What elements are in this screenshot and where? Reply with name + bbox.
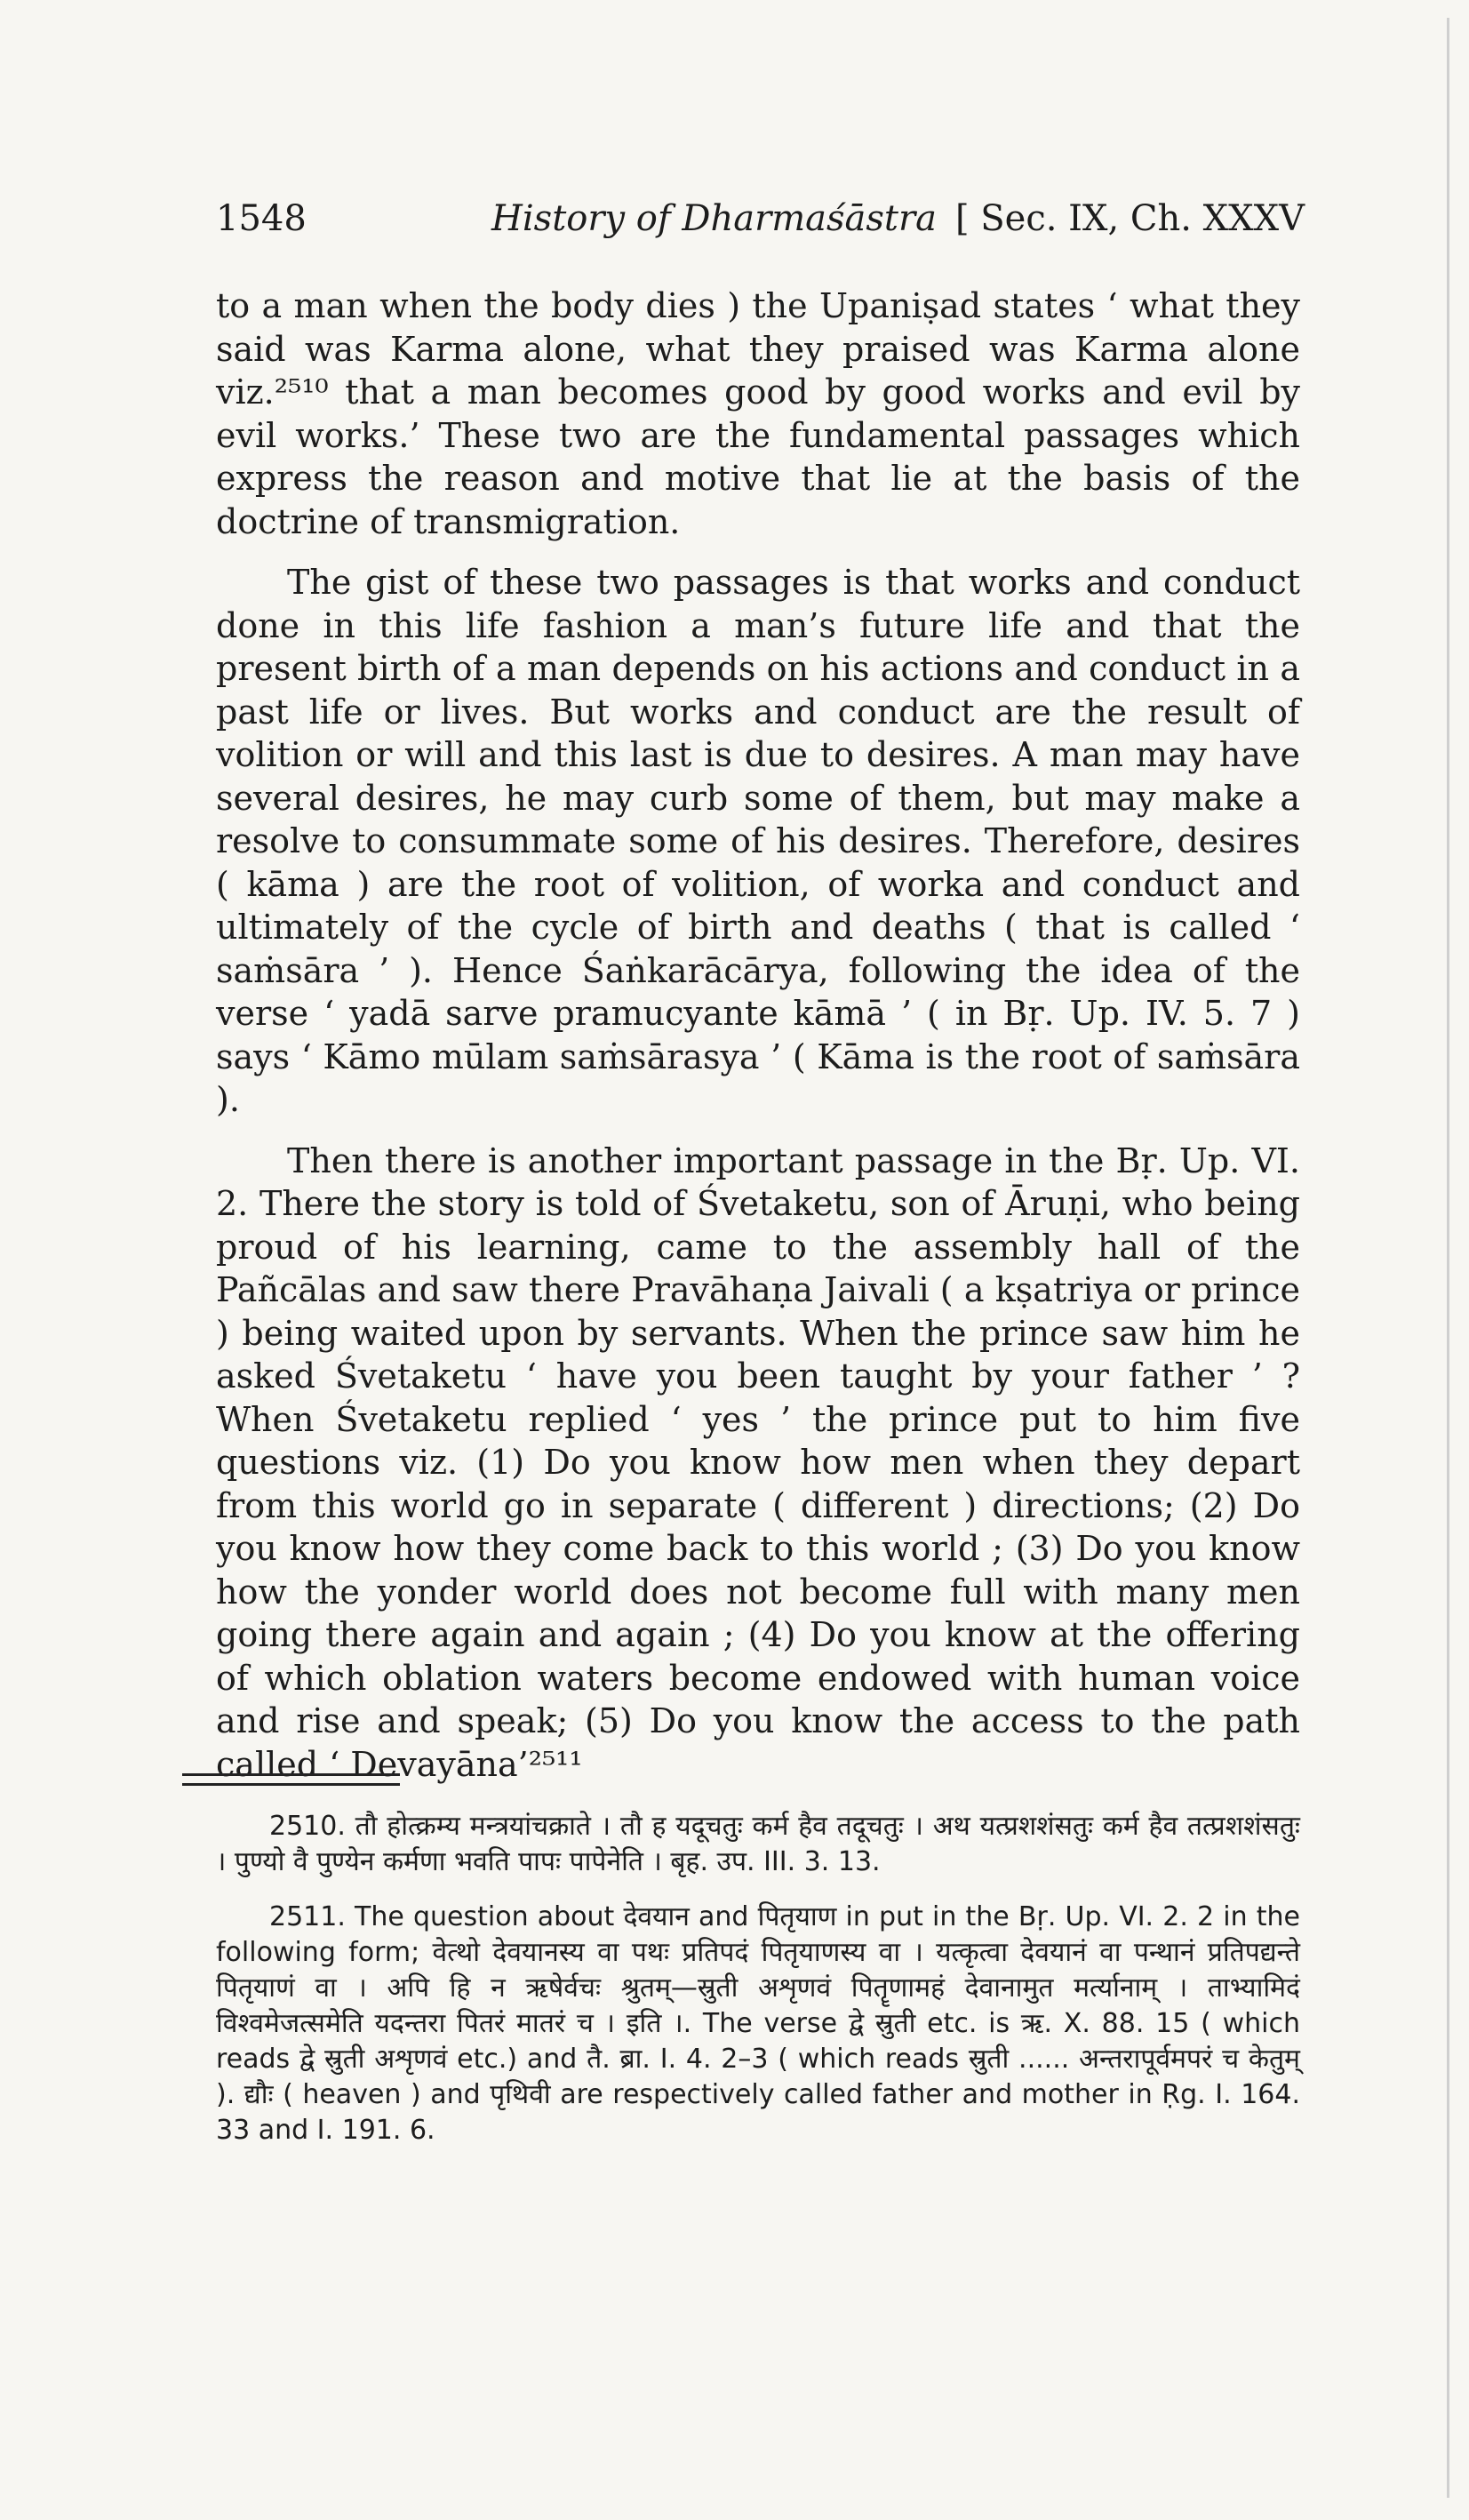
paragraph-1: to a man when the body dies ) the Upaniṣad states ‘ what they said was Karma alone, what they praised was Karma alone viz.²⁵¹⁰ that a man becomes good by good works and evil by evil works.’ These two are the fundamental passages which express the reason and motive that lie at the basis of the doctrine of transmigration. (216, 286, 1300, 541)
footnotes (216, 1809, 1300, 2168)
footnote-2510: 2510. तौ होत्क्रम्य मन्त्रयांचक्राते । तौ ह यदूचतुः कर्म हैव तदूचतुः । अथ यत्प्रशशंसतुः कर्म हैव तत्प्रशशंसतुः । पुण्यो वै पुण्येन कर्मणा भवति पापः पापेनेति । बृह. उप. III. 3. 13. (216, 1811, 1300, 1877)
page-edge-line (1447, 18, 1449, 2498)
running-title: History of Dharmaśāstra (491, 198, 937, 239)
section-chapter: [ Sec. IX, Ch. XXXV (954, 198, 1305, 239)
body-text (216, 284, 1300, 1804)
paragraph-2: The gist of these two passages is that works and conduct done in this life fashion a man’s future life and that the present birth of a man depends on his actions and conduct in a past life or lives. But works and conduct are the result of volition or will and this last is due to desires. A man may have several desires, he may curb some of them, but may make a resolve to consummate some of his desires. Therefore, desires ( kāma ) are the root of volition, of worka and conduct and ultimately of the cycle of birth and deaths ( that is called ‘ saṁsāra ’ ). Hence Śaṅkarācārya, following the idea of the verse ‘ yadā sarve pramucyante kāmā ’ ( in Bṛ. Up. IV. 5. 7 ) says ‘ Kāmo mūlam saṁsārasya ’ ( Kāma is the root of saṁsāra ). (216, 563, 1300, 1119)
running-header (216, 194, 1305, 256)
footnote-2511: 2511. The question about देवयान and पितृयाण in put in the Bṛ. Up. VI. 2. 2 in the following form; वेत्थो देवयानस्य वा पथः प्रतिपदं पितृयाणस्य वा । यत्कृत्वा देवयानं वा पन्थानं प्रतिपद्यन्ते पितृयाणं वा । अपि हि न ऋषेर्वचः श्रुतम्—स्रुती अशृणवं पितॄणामहं देवानामुत मर्त्यानाम् । ताभ्यामिदं विश्वमेजत्समेति यदन्तरा पितरं मातरं च । इति ।. The verse द्वे स्रुती etc. is ऋ. X. 88. 15 ( which reads द्वे स्रुती अशृणवं etc.) and तै. ब्रा. I. 4. 2–3 ( which reads स्रुती ...... अन्तरापूर्वमपरं च केतुम् ). द्यौः ( heaven ) and पृथिवी are respectively called father and mother in Ṛg. I. 164. 33 and I. 191. 6. (216, 1901, 1300, 2146)
paragraph-3: Then there is another important passage in the Bṛ. Up. VI. 2. There the story is told of Śvetaketu, son of Āruṇi, who being proud of his learning, came to the assembly hall of the Pañcālas and saw there Pravāhaṇa Jaivali ( a kṣatriya or prince ) being waited upon by servants. When the prince saw him he asked Śvetaketu ‘ have you been taught by your father ’ ? When Śvetaketu replied ‘ yes ’ the prince put to him five questions viz. (1) Do you know how men when they depart from this world go in separate ( different ) directions; (2) Do you know how they come back to this world ; (3) Do you know how the yonder world does not become full with many men going there again and again ; (4) Do you know at the offering of which oblation waters become endowed with human voice and rise and speak; (5) Do you know the access to the path called ‘ Devayāna’²⁵¹¹ (216, 1140, 1300, 1784)
footnote-rule (182, 1773, 400, 1786)
page-number: 1548 (216, 198, 307, 239)
